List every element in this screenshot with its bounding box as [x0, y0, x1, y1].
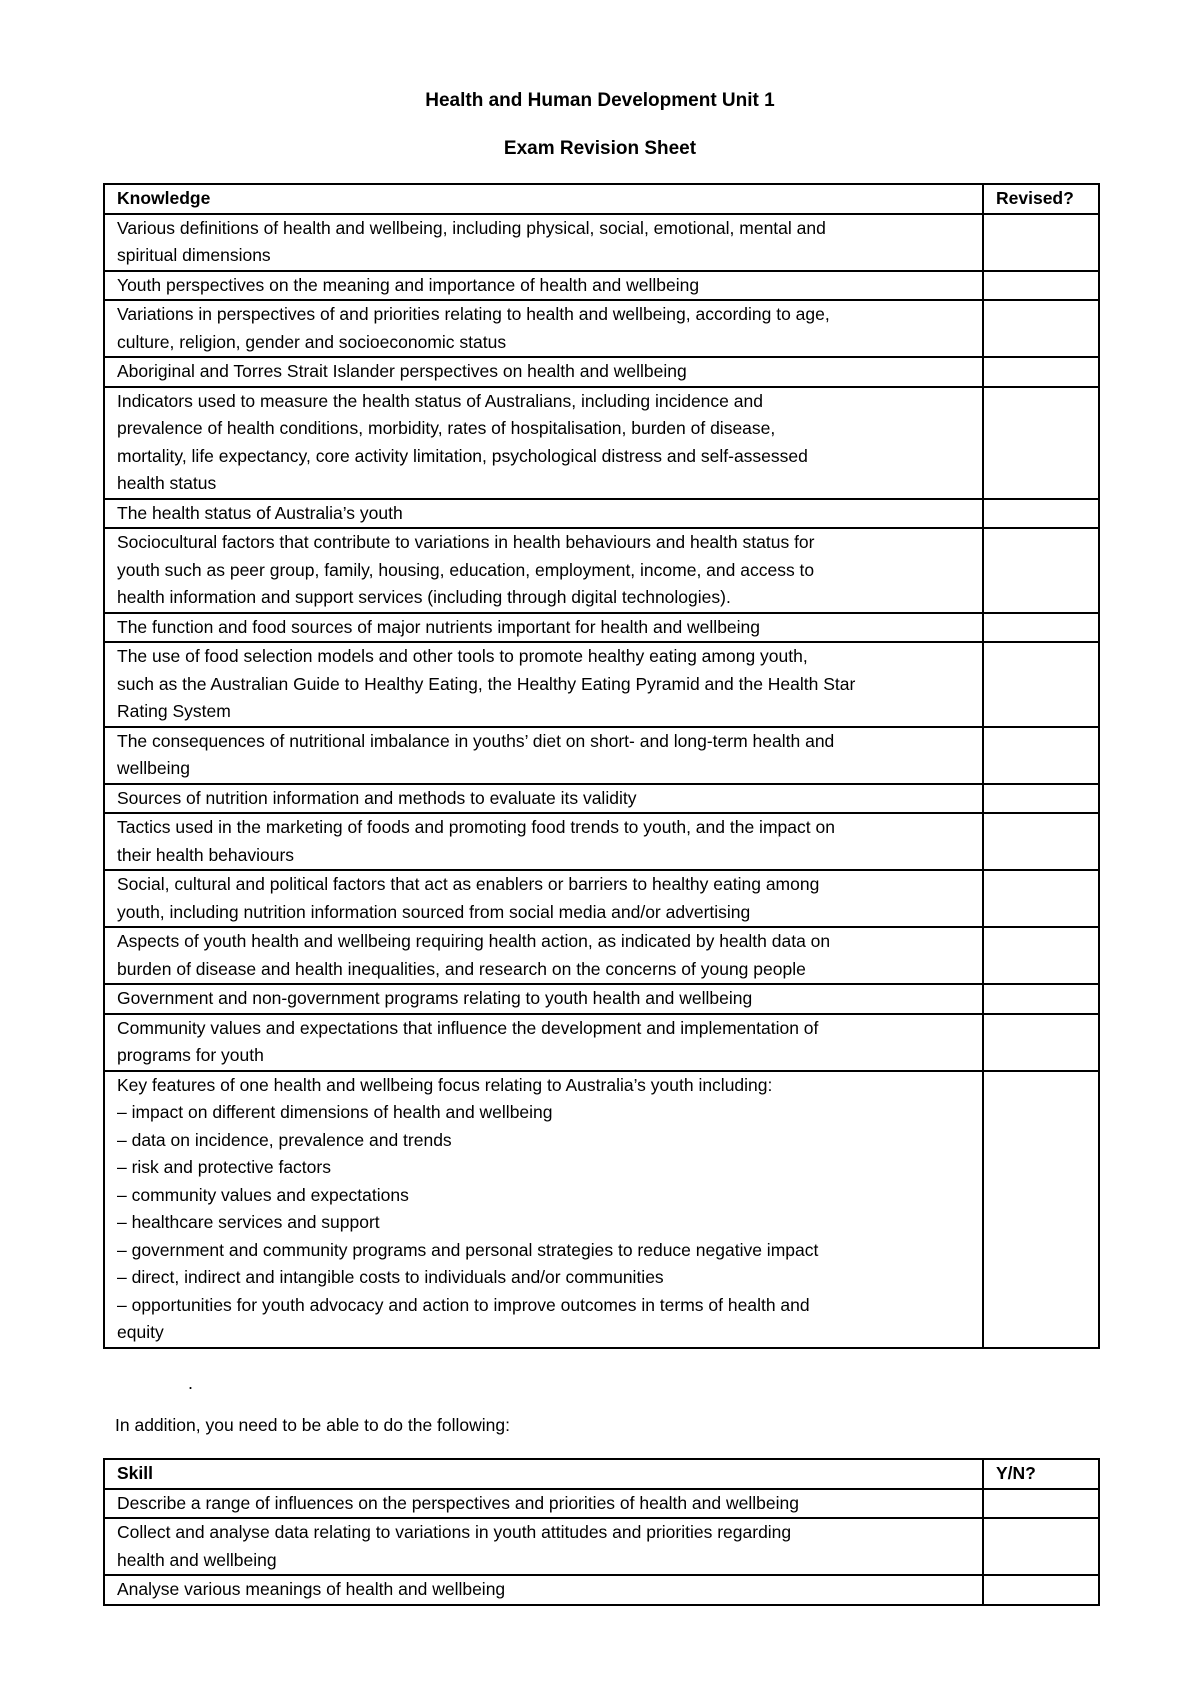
knowledge-table [103, 183, 1100, 1349]
yn-checkbox-cell[interactable] [983, 1518, 1099, 1575]
yn-checkbox-cell[interactable] [983, 1575, 1099, 1605]
skill-row-text [104, 1575, 983, 1605]
knowledge-table-body [104, 214, 1099, 1348]
revised-checkbox-cell[interactable] [983, 984, 1099, 1014]
knowledge-row-text [104, 927, 983, 984]
revised-checkbox-cell[interactable] [983, 271, 1099, 301]
cell-line: Government and non-government programs relating to youth health and wellbeing [117, 988, 753, 1008]
cell-line: youth, including nutrition information sourced from social media and/or advertising [117, 901, 751, 922]
revised-checkbox-cell[interactable] [983, 813, 1099, 870]
revised-checkbox-cell[interactable] [983, 727, 1099, 784]
revised-checkbox-cell[interactable] [983, 1071, 1099, 1348]
knowledge-row-text [104, 1014, 983, 1071]
cell-line: Indicators used to measure the health status of Australians, including incidence and [117, 390, 763, 411]
knowledge-row [104, 784, 1099, 814]
knowledge-row [104, 813, 1099, 870]
cell-line: – healthcare services and support [117, 1212, 380, 1232]
knowledge-row-text [104, 214, 983, 271]
skills-table [103, 1458, 1100, 1606]
cell-line: programs for youth [117, 1045, 264, 1065]
cell-line: mortality, life expectancy, core activity limitation, psychological distress and self-assessed [117, 445, 808, 466]
skill-row [104, 1489, 1099, 1519]
knowledge-row [104, 927, 1099, 984]
knowledge-row [104, 727, 1099, 784]
knowledge-row [104, 271, 1099, 301]
document-subtitle: Exam Revision Sheet [503, 138, 697, 159]
cell-line: – government and community programs and personal strategies to reduce negative impact [117, 1239, 819, 1260]
cell-line: Community values and expectations that influence the development and implementation of [117, 1017, 819, 1038]
revised-checkbox-cell[interactable] [983, 927, 1099, 984]
revised-checkbox-cell[interactable] [983, 784, 1099, 814]
cell-line: Sources of nutrition information and methods to evaluate its validity [117, 787, 637, 808]
revised-checkbox-cell[interactable] [983, 357, 1099, 387]
cell-line: The use of food selection models and other tools to promote healthy eating among youth, [117, 646, 808, 666]
knowledge-row-text [104, 300, 983, 357]
yn-checkbox-cell[interactable] [983, 1489, 1099, 1519]
cell-line: Sociocultural factors that contribute to variations in health behaviours and health status for [117, 532, 815, 552]
cell-line: equity [117, 1322, 164, 1342]
skill-row [104, 1575, 1099, 1605]
cell-line: – risk and protective factors [117, 1157, 331, 1177]
cell-line: Aspects of youth health and wellbeing requiring health action, as indicated by health data on [117, 931, 831, 951]
knowledge-row-text [104, 727, 983, 784]
cell-line: health information and support services (including through digital technologies). [117, 587, 731, 607]
revised-checkbox-cell[interactable] [983, 528, 1099, 613]
knowledge-row-text [104, 813, 983, 870]
knowledge-row-text [104, 642, 983, 727]
knowledge-row [104, 214, 1099, 271]
revised-checkbox-cell[interactable] [983, 300, 1099, 357]
knowledge-row-text [104, 1071, 983, 1348]
revised-column-header: Revised? [983, 184, 1099, 214]
document-title: Health and Human Development Unit 1 [425, 90, 775, 111]
additional-instructions: In addition, you need to be able to do the following: [115, 1415, 511, 1435]
knowledge-row-text [104, 613, 983, 643]
cell-line: Various definitions of health and wellbeing, including physical, social, emotional, mental and [117, 217, 826, 238]
knowledge-row [104, 984, 1099, 1014]
cell-line: Tactics used in the marketing of foods and promoting food trends to youth, and the impact on [117, 817, 835, 837]
knowledge-row-text [104, 499, 983, 529]
stray-dot: . [188, 1373, 194, 1393]
knowledge-row [104, 870, 1099, 927]
revised-checkbox-cell[interactable] [983, 870, 1099, 927]
knowledge-row [104, 300, 1099, 357]
cell-line: – community values and expectations [117, 1184, 409, 1205]
revised-checkbox-cell[interactable] [983, 613, 1099, 643]
cell-line: – opportunities for youth advocacy and action to improve outcomes in terms of health and [117, 1294, 810, 1315]
cell-line: – impact on different dimensions of health and wellbeing [117, 1102, 553, 1122]
skill-row [104, 1518, 1099, 1575]
cell-line: Variations in perspectives of and priorities relating to health and wellbeing, according to age, [117, 304, 830, 324]
cell-line: such as the Australian Guide to Healthy Eating, the Healthy Eating Pyramid and the Health Star [117, 673, 856, 694]
knowledge-row-text [104, 271, 983, 301]
cell-line: Aboriginal and Torres Strait Islander perspectives on health and wellbeing [117, 361, 687, 381]
knowledge-row [104, 499, 1099, 529]
knowledge-row-text [104, 870, 983, 927]
knowledge-row [104, 1014, 1099, 1071]
yn-column-header: Y/N? [983, 1459, 1099, 1489]
knowledge-row-text [104, 984, 983, 1014]
cell-line: – data on incidence, prevalence and trends [117, 1129, 452, 1150]
cell-line: Analyse various meanings of health and wellbeing [117, 1579, 506, 1599]
cell-line: their health behaviours [117, 844, 295, 865]
knowledge-row-text [104, 357, 983, 387]
cell-line: Describe a range of influences on the perspectives and priorities of health and wellbeing [117, 1492, 799, 1513]
knowledge-row-text [104, 784, 983, 814]
knowledge-row [104, 613, 1099, 643]
cell-line: – direct, indirect and intangible costs to individuals and/or communities [117, 1267, 664, 1287]
knowledge-row [104, 357, 1099, 387]
cell-line: Collect and analyse data relating to variations in youth attitudes and priorities regarding [117, 1522, 792, 1542]
cell-line: Rating System [117, 701, 231, 721]
knowledge-header-row [104, 184, 1099, 214]
cell-line: youth such as peer group, family, housing, education, employment, income, and access to [117, 559, 815, 580]
revised-checkbox-cell[interactable] [983, 214, 1099, 271]
cell-line: wellbeing [117, 758, 190, 778]
cell-line: culture, religion, gender and socioeconomic status [117, 331, 507, 352]
revised-checkbox-cell[interactable] [983, 1014, 1099, 1071]
revised-checkbox-cell[interactable] [983, 499, 1099, 529]
skills-header-row [104, 1459, 1099, 1489]
knowledge-row-text [104, 387, 983, 499]
revised-checkbox-cell[interactable] [983, 387, 1099, 499]
knowledge-row-text [104, 528, 983, 613]
cell-line: Social, cultural and political factors that act as enablers or barriers to healthy eating among [117, 874, 820, 894]
knowledge-row [104, 528, 1099, 613]
cell-line: prevalence of health conditions, morbidity, rates of hospitalisation, burden of disease, [117, 418, 776, 438]
knowledge-row [104, 642, 1099, 727]
skill-row-text [104, 1489, 983, 1519]
cell-line: The health status of Australia’s youth [117, 502, 403, 523]
cell-line: burden of disease and health inequalities, and research on the concerns of young people [117, 958, 806, 979]
cell-line: The function and food sources of major nutrients important for health and wellbeing [117, 616, 761, 637]
skill-column-header: Skill [104, 1459, 983, 1489]
cell-line: health status [117, 473, 217, 493]
cell-line: Key features of one health and wellbeing focus relating to Australia’s youth including: [117, 1074, 773, 1095]
skill-row-text [104, 1518, 983, 1575]
skills-table-body [104, 1489, 1099, 1605]
knowledge-column-header: Knowledge [104, 184, 983, 214]
knowledge-row [104, 1071, 1099, 1348]
cell-line: Youth perspectives on the meaning and importance of health and wellbeing [117, 274, 700, 295]
cell-line: spiritual dimensions [117, 245, 271, 265]
cell-line: The consequences of nutritional imbalance in youths’ diet on short- and long-term health and [117, 730, 835, 751]
knowledge-row [104, 387, 1099, 499]
revised-checkbox-cell[interactable] [983, 642, 1099, 727]
cell-line: health and wellbeing [117, 1549, 277, 1570]
